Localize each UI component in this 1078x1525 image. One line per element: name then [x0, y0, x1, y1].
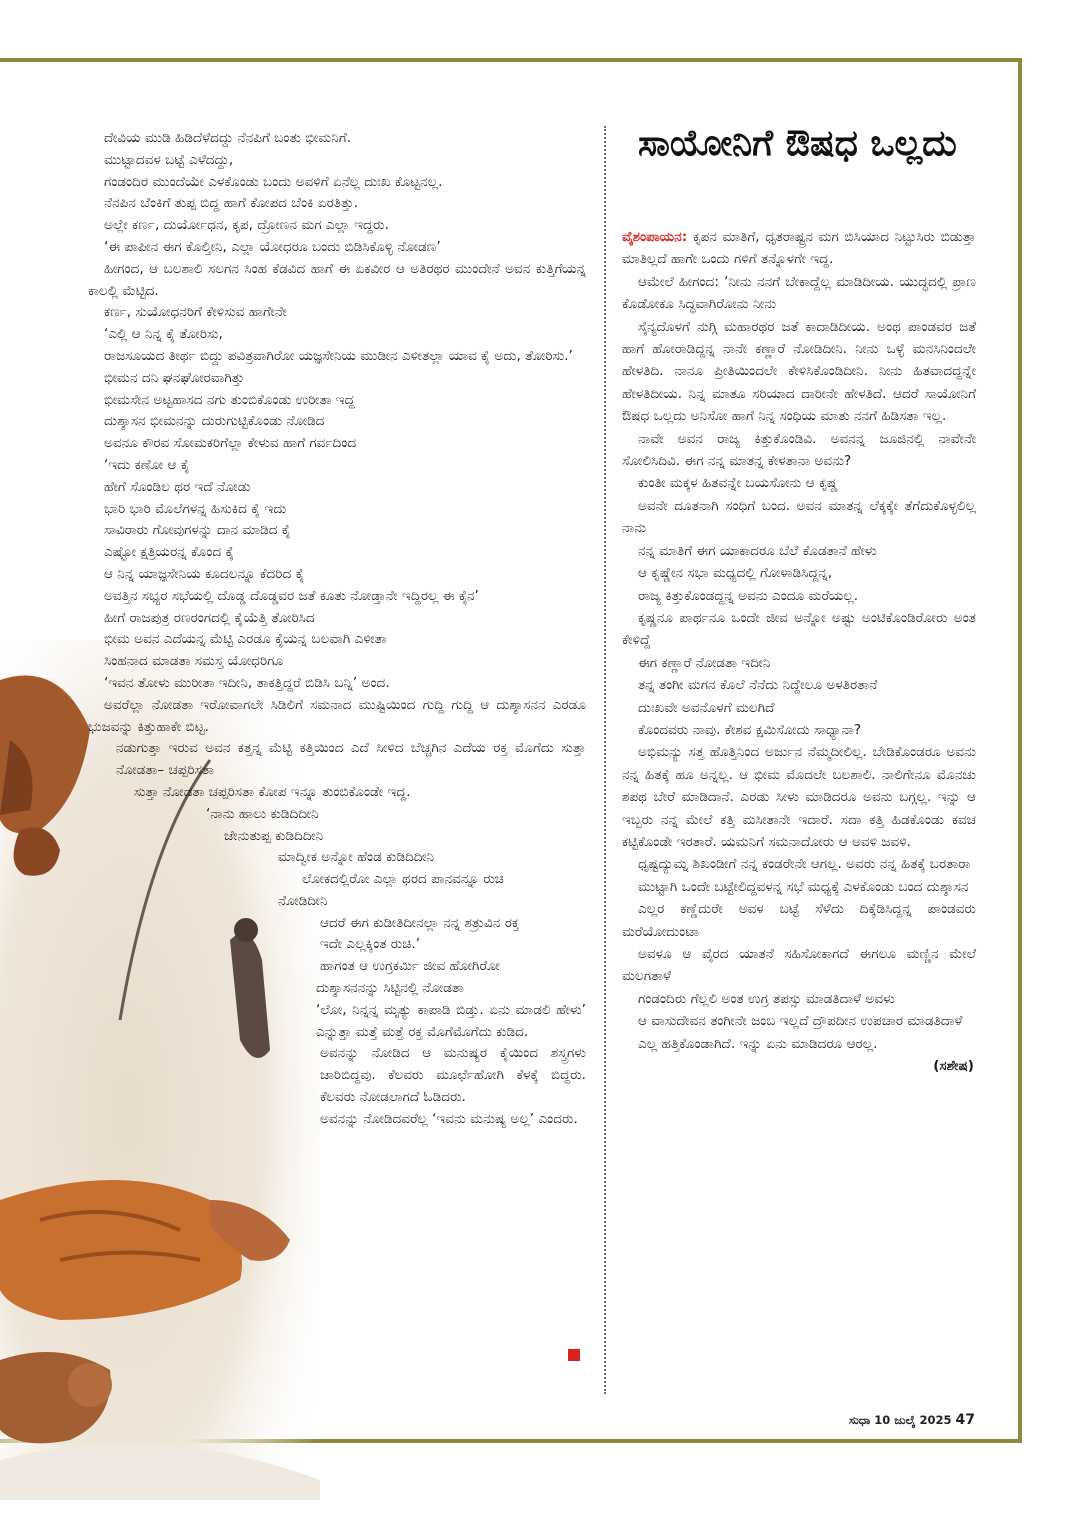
- end-of-section-mark: [568, 1349, 580, 1361]
- paragraph: ಎಷ್ಟೋ ಕ್ಷತ್ರಿಯರನ್ನ ಕೊಂದ ಕೈ: [104, 544, 235, 561]
- column-divider: [604, 126, 606, 1394]
- paragraph: ನೆನಪಿನ ಬೆಂಕಿಗೆ ತುಪ್ಪ ಬಿದ್ದ ಹಾಗೆ ಕೋಪದ ಬೆಂಕಿ ಏರತಿತ್ತು.: [104, 195, 358, 212]
- paragraph: ಆ ನಿನ್ನ ಯಾಜ್ಞಸೇನಿಯ ಕೂದಲನ್ನೂ ಕೆದರಿದ ಕೈ: [104, 565, 305, 582]
- paragraph: ಈಗ ಕಣ್ಣಾರೆ ನೋಡತಾ ಇದೀನಿ: [638, 654, 771, 671]
- speaker-label: ವೈಶಂಪಾಯನ:: [622, 229, 688, 245]
- paragraph: ‘ಇದು ಕಣೋ ಆ ಕೈ: [104, 456, 190, 473]
- paragraph: ಹಾಗಂತ ಆ ಉಗ್ರಕರ್ಮಿ ಜೀವ ಹೋಗಿರೋ: [320, 958, 500, 975]
- paragraph: ‘ಲೋ, ನಿನ್ನನ್ನ ಮೃತ್ಯು ಕಾಪಾಡಿ ಬಿಡ್ತು. ಏನು ಮಾಡಲಿ ಹೇಳು’ ಎನ್ನುತ್ತಾ ಮತ್ತೆ ಮತ್ತೆ ರಕ್ತ ಮೊಗೆಮೊಗೆದು ಕುಡಿದ.: [316, 1001, 586, 1040]
- paragraph: ಆಮೇಲೆ ಹೀಗಂದ: ‘ನೀನು ನನಗೆ ಬೇಕಾದ್ದೆಲ್ಲ ಮಾಡಿದೀಯ. ಯುದ್ಧದಲ್ಲಿ ಪ್ರಾಣ ಕೊಡೋಕೂ ಸಿದ್ಧವಾಗಿರೋನು ನೀನು: [622, 273, 976, 313]
- paragraph: ಧೃಷ್ಟದ್ಯುಮ್ನ ಶಿಖಂಡೀಗೆ ನನ್ನ ಕಂಡರೇನೇ ಆಗಲ್ಲ. ಅವರು ನನ್ನ ಹಿತಕ್ಕೆ ಬರತಾರಾ: [638, 856, 971, 873]
- paragraph: ಅವನೂ ಕೌರವ ಸೋಮಕರಿಗೆಲ್ಲಾ ಕೇಳುವ ಹಾಗೆ ಗರ್ವದಿಂದ: [104, 435, 357, 452]
- paragraph: ಆದರೆ ಈಗ ಕುಡೀತಿದೀನಲ್ಲಾ ನನ್ನ ಶತ್ರುವಿನ ರಕ್ತ: [320, 914, 520, 931]
- paragraph: ಎಲ್ಲರ ಕಣ್ಣೆದುರೇ ಅವಳ ಬಟ್ಟೆ ಸೆಳೆದು ದಿಕ್ಕೆಡಿಸಿದ್ದನ್ನ ಪಾಂಡವರು ಮರೆಯೋದುಂಟಾ: [622, 901, 976, 940]
- paragraph: ಮಾದ್ವೀಕ ಅನ್ನೋ ಹೆಂಡ ಕುಡಿದಿದೀನಿ: [278, 849, 435, 866]
- paragraph: ಸೈನ್ಯದೊಳಗೆ ನುಗ್ಗಿ ಮಹಾರಥರ ಜತೆ ಕಾದಾಡಿದೀಯ. ಅಂಥ ಪಾಂಡವರ ಜತೆ ಹಾಗೆ ಹೋರಾಡಿದ್ದನ್ನ ನಾನೇ ಕಣ್ಣಾರೆ ನೋಡಿದೀನಿ. ನೀನು ಒಳ್ಳೆ ಮನಸಿನಿಂದಲೇ ಹೇಳತಿದಿ. ನಾನೂ ಪ್ರೀತಿಯಿಂದಲೇ ಕೇಳಿಸಿಕೊಂಡಿದೀನಿ. ನೀನು ಹಿತವಾದದ್ದನ್ನೇ ಹೇಳತಿದೀಯ. ನಿನ್ನ ಮಾತೂ ಸರಿಯಾದ ದಾರೀನೇ ಹೇಳತಿದೆ. ಆದರೆ ಸಾಯೋನಿಗೆ ಔಷಧ ಒಲ್ಲದು ಅನಿಸೋ ಹಾಗೆ ನಿನ್ನ ಸಂಧಿಯ ಮಾತು ನನಗೆ ಹಿಡಿಸತಾ ಇಲ್ಲ.: [622, 318, 976, 425]
- paragraph: ‘ಎಲ್ಲಿ ಆ ನಿನ್ನ ಕೈ ತೋರಿಸು,: [104, 326, 223, 343]
- paragraph: ಆ ಕೃಷ್ಣೇನ ಸಭಾ ಮಧ್ಯದಲ್ಲಿ ಗೋಳಾಡಿಸಿದ್ದನ್ನ,: [638, 565, 833, 582]
- paragraph: ಅವನನ್ನು ನೋಡಿದವರೆಲ್ಲ ‘ಇವನು ಮನುಷ್ಯ ಅಲ್ಲ’ ಎಂದರು.: [320, 1110, 578, 1127]
- paragraph: ಸಾವಿರಾರು ಗೋವುಗಳನ್ನು ದಾನ ಮಾಡಿದ ಕೈ: [104, 522, 291, 539]
- paragraph: ಆ ವಾಸುದೇವನ ತಂಗೀನೇ ಜಂಬ ಇಲ್ಲದೆ ದ್ರೌಪದೀನ ಉಪಚಾರ ಮಾಡತಿದಾಳೆ: [638, 1013, 963, 1030]
- paragraph: ‘ಇವನ ತೋಳು ಮುರೀತಾ ಇದೀನಿ, ತಾಕತ್ತಿದ್ದರೆ ಬಿಡಿಸಿ ಬನ್ನಿ’ ಅಂದ.: [104, 674, 390, 691]
- paragraph: ಗಂಡಂದಿರ ಮುಂದೆಯೇ ಎಳಕೊಂಡು ಬಂದು ಅವಳಿಗೆ ಏನೆಲ್ಲ ದುಃಖ ಕೊಟ್ಟನಲ್ಲ.: [104, 173, 443, 190]
- paragraph: ಅವನೇ ದೂತನಾಗಿ ಸಂಧಿಗೆ ಬಂದ. ಅವನ ಮಾತನ್ನ ಲೆಕ್ಕಕ್ಕೇ ತೆಗೆದುಕೊಳ್ಳಲಿಲ್ಲ ನಾನು: [622, 497, 976, 537]
- page-number: 47: [955, 1412, 975, 1428]
- paragraph: ಸಿಂಹನಾದ ಮಾಡತಾ ಸಮಸ್ತ ಯೋಧರಿಗೂ: [104, 653, 284, 670]
- left-column-text: [88, 128, 586, 1368]
- paragraph: ಅಭಿಮನ್ಯು ಸತ್ತ ಹೊತ್ತಿನಿಂದ ಅರ್ಜುನ ನೆಮ್ಮದೀಲಿಲ್ಲ. ಬೇಡಿಕೊಂಡರೂ ಅವನು ನನ್ನ ಹಿತಕ್ಕೆ ಹೂ ಅನ್ನಲ್ಲ. ಆ ಭೀಮ ಮೊದಲೇ ಬಲಶಾಲಿ. ನಾಲಿಗೇನೂ ಮೊನಚು ಶಪಥ ಬೇರೆ ಮಾಡಿದಾನೆ. ಎರಡು ಸೀಳು ಮಾಡಿದರೂ ಅವನು ಬಗ್ಗಲ್ಲ. ಇನ್ನು ಆ ಇಬ್ಬರು ನನ್ನ ಮೇಲೆ ಕತ್ತಿ ಮಸೀತಾನೇ ಇದಾರೆ. ಸದಾ ಕತ್ತಿ ಹಿಡಕೊಂಡು ಕವಚ ಕಟ್ಟಿಕೊಂಡೇ ಇರತಾರೆ. ಯಮನಿಗೆ ಸಮನಾದೋರು ಆ ಅವಳಿ ಜವಳಿ.: [622, 744, 976, 850]
- magazine-date: ಸುಧಾ 10 ಜುಲೈ 2025: [849, 1413, 952, 1427]
- paragraph: ಮುಟ್ಟಾದವಳ ಬಟ್ಟೆ ಎಳೆದದ್ದು,: [104, 151, 234, 168]
- paragraph: ತನ್ನ ತಂಗೀ ಮಗನ ಕೊಲೆ ನೆನೆದು ನಿದ್ದೇಲೂ ಅಳತಿರತಾನೆ: [638, 677, 878, 694]
- paragraph: ಭೀಮನ ದನಿ ಘನಘೋರವಾಗಿತ್ತು: [104, 369, 245, 386]
- paragraph: ಅಲ್ಲೇ ಕರ್ಣ, ದುರ್ಯೋಧನ, ಕೃಪ, ದ್ರೋಣನ ಮಗ ಎಲ್ಲಾ ಇದ್ದರು.: [104, 217, 389, 234]
- page-frame-right: [1018, 58, 1022, 1443]
- paragraph: ದೇವಿಯ ಮುಡಿ ಹಿಡಿದೆಳೆದದ್ದು ನೆನಪಿಗೆ ಬಂತು ಭೀಮನಿಗೆ.: [104, 130, 352, 146]
- paragraph: ‘ನಾನು ಹಾಲು ಕುಡಿದಿದೀನಿ: [206, 805, 319, 822]
- paragraph: ಲೋಕದಲ್ಲಿರೋ ಎಲ್ಲಾ ಥರದ ಪಾನವನ್ನೂ ರುಚಿ: [302, 871, 504, 888]
- paragraph: ಕೊಂದವರು ನಾವು. ಕೇಶವ ಕ್ಷಮಿಸೋದು ಸಾಧ್ಯಾನಾ?: [638, 721, 862, 738]
- article-headline: ಸಾಯೋನಿಗೆ ಔಷಧ ಒಲ್ಲದು: [638, 123, 957, 164]
- paragraph: ಸುತ್ತಾ ನೋಡತಾ ಚಪ್ಪರಿಸತಾ ಕೋಪ ಇನ್ನೂ ತುಂಬಿಕೊಂಡೇ ಇದ್ದ.: [134, 783, 411, 800]
- paragraph: ಕೃಷ್ಣನೂ ಪಾರ್ಥನೂ ಒಂದೇ ಜೀವ ಅನ್ನೋ ಅಷ್ಟು ಅಂಟಿಕೊಂಡಿರೋರು ಅಂತ ಕೇಳಿದ್ದೆ: [622, 609, 976, 649]
- right-column-text: [622, 226, 976, 1077]
- paragraph: ಭೀಮ ಅವನ ಎದೆಯನ್ನ ಮೆಟ್ಟಿ ಎರಡೂ ಕೈಯನ್ನ ಬಲವಾಗಿ ಎಳೀತಾ: [104, 631, 387, 648]
- paragraph: ಭಾರಿ ಭಾರಿ ಮೊಲೆಗಳನ್ನ ಹಿಸುಕಿದ ಕೈ ಇದು: [104, 500, 287, 517]
- page-frame-top: [0, 58, 1022, 62]
- paragraph: ದುಃಖವೇ ಅವನೊಳಗೆ ಮಲಗಿದೆ: [638, 699, 775, 716]
- paragraph: ನಡುಗುತ್ತಾ ಇರುವ ಅವನ ಕತ್ತನ್ನ ಮೆಟ್ಟಿ ಕತ್ತಿಯಿಂದ ಎದೆ ಸೀಳಿದ ಬೆಚ್ಚಗಿನ ಎದೆಯ ರಕ್ತ ಮೊಗೆದು ಸುತ್ತಾ ನೋಡತಾ– ಚಪ್ಪರಿಸತಾ: [116, 740, 586, 779]
- paragraph: ದುಶ್ಶಾಸನ ಭೀಮನನ್ನು ದುರುಗುಟ್ಟಿಕೊಂಡು ನೋಡಿದ: [104, 413, 325, 430]
- paragraph: ನಾವೇ ಅವನ ರಾಜ್ಯ ಕಿತ್ತುಕೊಂಡಿವಿ. ಅವನನ್ನ ಜೂಜಿನಲ್ಲಿ ನಾವೇನೇ ಸೋಲಿಸಿದಿವಿ. ಈಗ ನನ್ನ ಮಾತನ್ನ ಕೇಳತಾನಾ ಅವನು?: [622, 430, 976, 470]
- paragraph: ಕುಂತೀ ಮಕ್ಕಳ ಹಿತವನ್ನೇ ಬಯಸೋನು ಆ ಕೃಷ್ಣ: [638, 475, 838, 492]
- paragraph: ದುಶ್ಶಾಸನನನ್ನು ಸಿಟ್ಟಿನಲ್ಲಿ ನೋಡತಾ: [316, 980, 464, 997]
- paragraph: ಜೇನುತುಪ್ಪ ಕುಡಿದಿದೀನಿ: [224, 827, 324, 844]
- paragraph: ಅವರೆಲ್ಲಾ ನೋಡತಾ ಇರೋವಾಗಲೇ ಸಿಡಿಲಿಗೆ ಸಮನಾದ ಮುಷ್ಟಿಯಿಂದ ಗುದ್ದಿ ಗುದ್ದಿ ಆ ದುಶ್ಶಾಸನನ ಎರಡೂ ಭುಜವನ್ನು ಕಿತ್ತುಹಾಕೇ ಬಿಟ್ಟ.: [88, 696, 586, 735]
- paragraph: ಕರ್ಣ, ಸುಯೋಧನರಿಗೆ ಕೇಳಿಸುವ ಹಾಗೇನೇ: [104, 304, 287, 321]
- page-footer: [840, 1412, 975, 1428]
- paragraph: ‘ಈ ಪಾಪೀನ ಈಗ ಕೊಲ್ತೀನಿ, ಎಲ್ಲಾ ಯೋಧರೂ ಬಂದು ಬಿಡಿಸಿಕೊಳ್ಳಿ ನೋಡಣ’: [104, 238, 441, 255]
- paragraph: ಎಲ್ಲ ಹತ್ತಿಕೊಂಡಾಗಿದೆ. ಇನ್ನು ಏನು ಮಾಡಿದರೂ ಆರಲ್ಲ.: [638, 1035, 878, 1052]
- paragraph: ಹೀಗೆ ರಾಜಪುತ್ರ ರಣರಂಗದಲ್ಲಿ ಕೈಯೆತ್ತಿ ತೋರಿಸಿದ: [104, 609, 315, 626]
- paragraph: ವೈಶಂಪಾಯನ: ಕೃಪನ ಮಾತಿಗೆ, ಧೃತರಾಷ್ಟ್ರನ ಮಗ ಬಿಸಿಯಾದ ನಿಟ್ಟುಸಿರು ಬಿಡುತ್ತಾ ಮಾತಿಲ್ಲದೆ ಹಾಗೇ ಒಂದು ಗಳಿಗೆ ತನ್ನೊಳಗೇ ಇದ್ದ.: [622, 229, 976, 268]
- paragraph: ಅವತ್ತಿನ ಸಭ್ಯರ ಸಭೆಯಲ್ಲಿ ದೊಡ್ಡ ದೊಡ್ಡವರ ಜತೆ ಕೂತು ನೋಡ್ತಾನೇ ಇದ್ದಿರಲ್ಲ ಈ ಕೈನ’: [104, 587, 479, 604]
- paragraph: ರಾಜ್ಯ ಕಿತ್ತುಕೊಂಡದ್ದನ್ನ ಅವನು ಎಂದೂ ಮರೆಯಲ್ಲ.: [638, 587, 859, 604]
- paragraph: ನೋಡಿದೀನಿ: [278, 892, 328, 909]
- paragraph: ಮುಟ್ಟಾಗಿ ಒಂದೇ ಬಟ್ಟೇಲಿದ್ದವಳನ್ನ ಸಭೆ ಮಧ್ಯಕ್ಕೆ ಎಳಕೊಂಡು ಬಂದ ದುಶ್ಶಾಸನ: [638, 878, 969, 895]
- paragraph: ಹೇಗೆ ಸೊಂಡಿಲ ಥರ ಇದೆ ನೋಡು: [104, 478, 251, 495]
- paragraph: ಇದೇ ಎಲ್ಲಕ್ಕಿಂತ ರುಚಿ.’: [320, 936, 421, 953]
- paragraph: ರಾಜಸೂಯದ ತೀರ್ಥ ಬಿದ್ದು ಪವಿತ್ರವಾಗಿರೋ ಯಜ್ಞಸೇನಿಯ ಮುಡೀನ ಎಳೀತಲ್ಲಾ ಯಾವ ಕೈ ಅದು, ತೋರಿಸು.’: [104, 347, 573, 364]
- paragraph: ಅವಳೂ ಆ ವೈರದ ಯಾತನೆ ಸಹಿಸೋಕಾಗದೆ ಈಗಲೂ ಮಣ್ಣಿನ ಮೇಲೆ ಮಲಗತಾಳೆ: [622, 946, 976, 985]
- paragraph: ಗಂಡಂದಿರು ಗೆಲ್ಲಲಿ ಅಂತ ಉಗ್ರ ತಪಸ್ಸು ಮಾಡತಿದಾಳೆ ಅವಳು: [638, 990, 895, 1007]
- paragraph: ಅವನನ್ನು ನೋಡಿದ ಆ ಮನುಷ್ಯರ ಕೈಯಿಂದ ಶಸ್ತ್ರಗಳು ಜಾರಿಬಿದ್ದವು. ಕೆಲವರು ಮೂರ್ಛೆಹೋಗಿ ಕೆಳಕ್ಕೆ ಬಿದ್ದರು. ಕೆಲವರು ನೋಡಲಾಗದೆ ಓಡಿದರು.: [320, 1045, 586, 1106]
- paragraph: ಹೀಗಂದ, ಆ ಬಲಶಾಲಿ ಸಲಗನ ಸಿಂಹ ಕೆಡವಿದ ಹಾಗೆ ಈ ಏಕವೀರ ಆ ಅತಿರಥರ ಮುಂದೇನೆ ಅವನ ಕುತ್ತಿಗೆಯನ್ನ ಕಾಲಲ್ಲಿ ಮೆಟ್ಟಿದ.: [88, 260, 586, 299]
- paragraph: ನನ್ನ ಮಾತಿಗೆ ಈಗ ಯಾಕಾದರೂ ಬೆಲೆ ಕೊಡತಾನೆ ಹೇಳು: [638, 542, 877, 559]
- continued-label: (ಸಶೇಷ): [933, 1058, 974, 1075]
- paragraph: ಭೀಮಸೇನ ಅಟ್ಟಹಾಸದ ನಗು ತುಂಬಿಕೊಂಡು ಉರೀತಾ ಇದ್ದ: [104, 391, 355, 408]
